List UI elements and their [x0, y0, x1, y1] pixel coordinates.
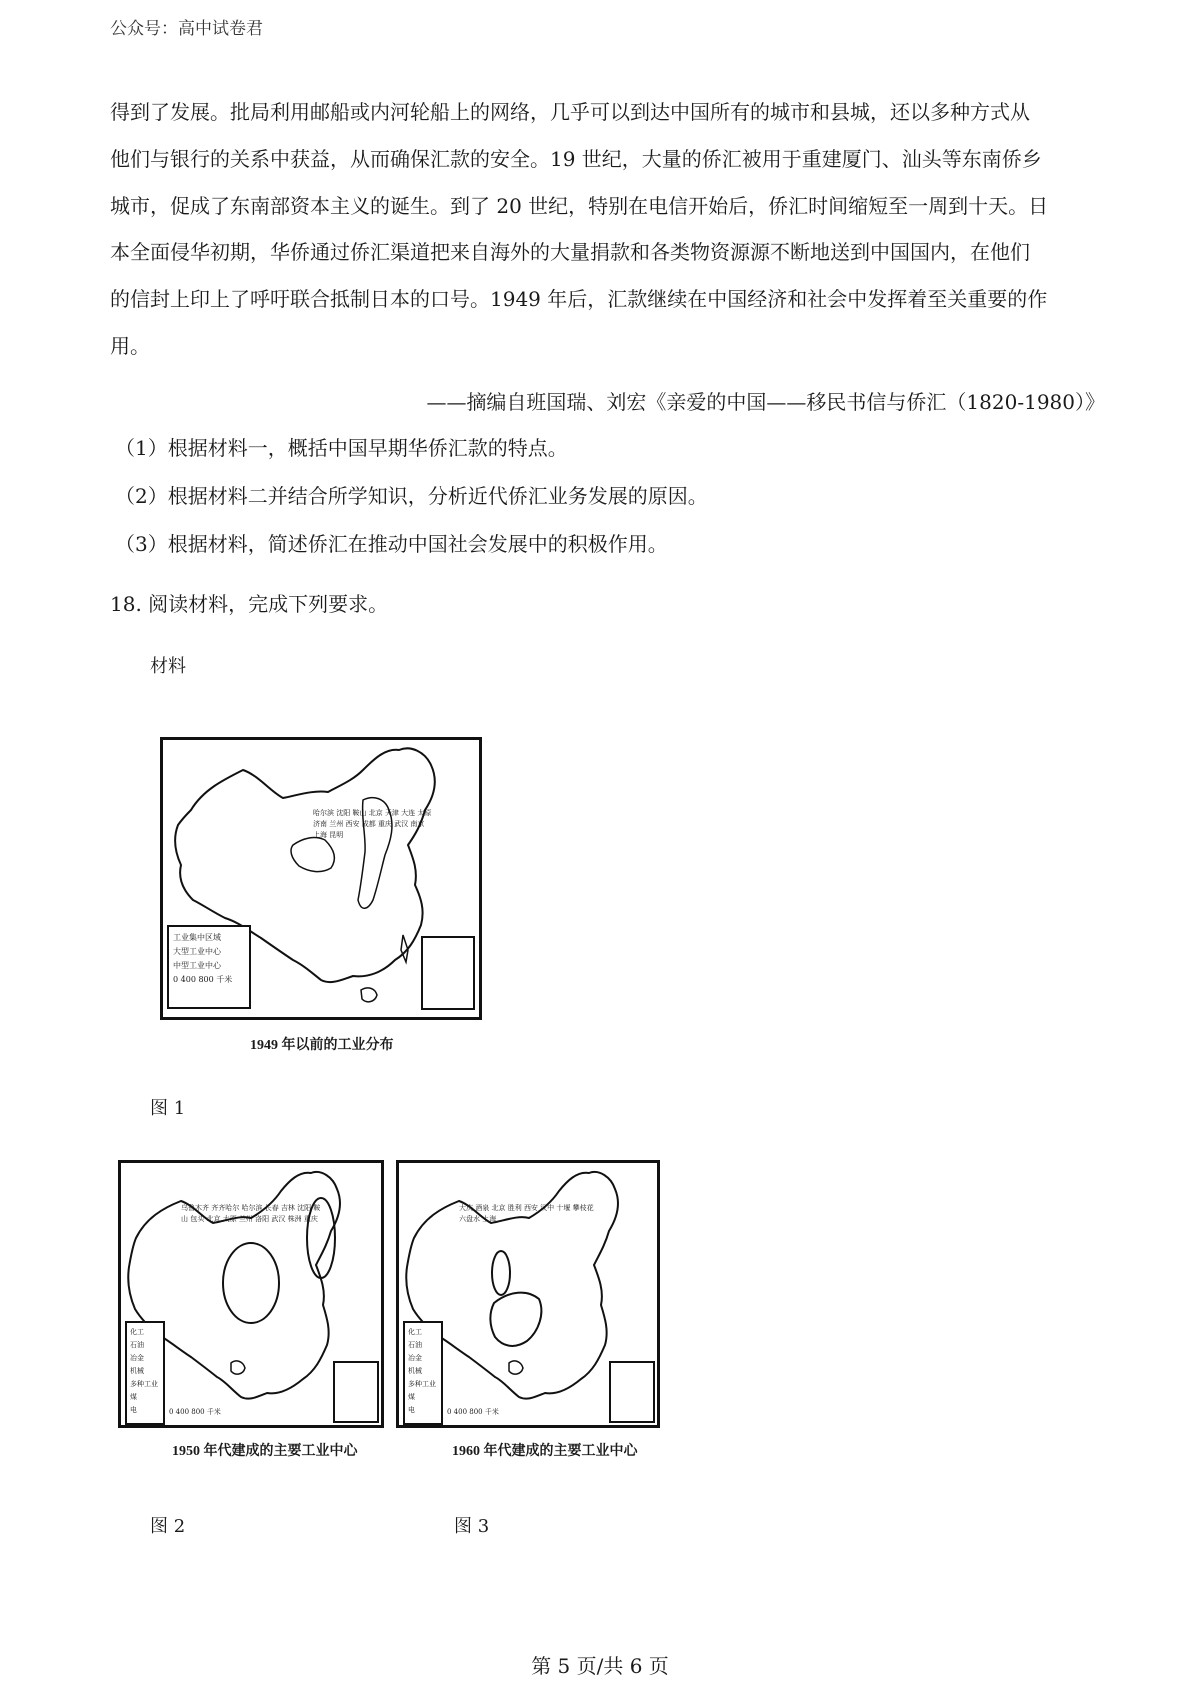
figure-2-label: 图 2 — [150, 1516, 186, 1537]
south-china-sea-inset — [421, 936, 475, 1010]
paragraph-line: 用。 — [110, 334, 150, 358]
city-label: 鞍山 — [181, 1204, 321, 1223]
figure-3-caption: 1960 年代建成的主要工业中心 — [452, 1444, 638, 1459]
city-label: 十堰 — [556, 1204, 571, 1212]
paragraph-line: 得到了发展。批局利用邮船或内河轮船上的网络，几乎可以到达中国所有的城市和县城，还以多种方式从 — [110, 100, 1030, 124]
city-label: 武汉 — [394, 820, 409, 828]
city-label: 重庆 — [377, 820, 392, 828]
city-label: 汉中 — [540, 1204, 555, 1212]
material-source: ——摘编自班国瑞、刘宏《亲爱的中国——移民书信与侨汇（1820-1980）》 — [426, 390, 1105, 414]
city-label: 北京 — [491, 1204, 506, 1212]
paragraph-line: 本全面侵华初期，华侨通过侨汇渠道把来自海外的大量捐款和各类物资源源不断地送到中国国内，在他们 — [110, 240, 1030, 264]
city-label: 齐齐哈尔 — [211, 1204, 240, 1212]
map-scale: 0 400 800 千米 — [173, 975, 233, 984]
city-label: 西安 — [345, 820, 360, 828]
city-label: 洛阳 — [255, 1215, 270, 1223]
legend-item: 冶金 — [408, 1354, 422, 1362]
map-legend — [403, 1321, 443, 1425]
legend-item: 工业集中区域 — [173, 933, 221, 942]
city-label: 长春 — [264, 1204, 279, 1212]
legend-item: 机械 — [408, 1367, 422, 1375]
city-label: 北京 — [368, 809, 383, 817]
city-label: 西安 — [523, 1204, 538, 1212]
south-china-sea-inset — [333, 1361, 379, 1423]
figure-1-caption: 1949 年以前的工业分布 — [250, 1038, 394, 1053]
map-legend — [125, 1321, 165, 1425]
legend-item: 机械 — [130, 1367, 144, 1375]
city-label: 沈阳 — [297, 1204, 312, 1212]
city-label: 济南 — [313, 820, 327, 828]
map-figure-3 — [396, 1160, 660, 1428]
header-source: 公众号：高中试卷君 — [110, 19, 263, 39]
city-labels — [313, 808, 433, 841]
question-2: （2）根据材料二并结合所学知识，分析近代侨汇业务发展的原因。 — [115, 484, 708, 508]
paragraph-line: 城市，促成了东南部资本主义的诞生。到了 20 世纪，特别在电信开始后，侨汇时间缩短至一周到十天。日 — [110, 194, 1049, 218]
legend-item: 中型工业中心 — [173, 961, 221, 970]
legend-item: 电 — [408, 1406, 415, 1414]
paragraph-line: 他们与银行的关系中获益，从而确保汇款的安全。19 世纪，大量的侨汇被用于重建厦门、汕头等东南侨乡 — [110, 147, 1042, 171]
map-scale: 0 400 800 千米 — [169, 1408, 221, 1416]
city-label: 沈阳 — [336, 809, 351, 817]
figure-1-label: 图 1 — [150, 1098, 186, 1119]
legend-item: 煤 — [408, 1393, 415, 1401]
city-label: 太原 — [417, 809, 432, 817]
legend-item: 多种工业 — [408, 1380, 436, 1388]
question-3: （3）根据材料，简述侨汇在推动中国社会发展中的积极作用。 — [115, 532, 668, 556]
legend-item: 化工 — [130, 1328, 144, 1336]
city-label: 上海 — [482, 1215, 497, 1223]
map-figure-2 — [118, 1160, 384, 1428]
question-1: （1）根据材料一，概括中国早期华侨汇款的特点。 — [115, 436, 568, 460]
city-label: 兰州 — [238, 1215, 253, 1223]
legend-item: 多种工业 — [130, 1380, 158, 1388]
city-label: 武汉 — [271, 1215, 286, 1223]
city-label: 北京 — [206, 1215, 221, 1223]
city-label: 哈尔滨 — [241, 1204, 263, 1212]
map-scale: 0 400 800 千米 — [447, 1408, 499, 1416]
figure-3-label: 图 3 — [454, 1516, 490, 1537]
city-label: 兰州 — [329, 820, 344, 828]
paragraph-line: 的信封上印上了呼吁联合抵制日本的口号。1949 年后，汇款继续在中国经济和社会中发挥着至关重要的作 — [110, 287, 1048, 311]
legend-item: 石油 — [130, 1341, 144, 1349]
city-label: 大庆 — [459, 1204, 473, 1212]
city-label: 重庆 — [303, 1215, 318, 1223]
map-figure-1 — [160, 737, 482, 1020]
legend-item: 电 — [130, 1406, 137, 1414]
city-label: 鞍山 — [352, 809, 367, 817]
south-china-sea-inset — [609, 1361, 655, 1423]
city-label: 攀枝花 — [572, 1204, 594, 1212]
legend-item: 大型工业中心 — [173, 947, 221, 956]
city-label: 吉林 — [280, 1204, 295, 1212]
city-label: 南京 — [410, 820, 425, 828]
legend-item: 煤 — [130, 1393, 137, 1401]
legend-item: 化工 — [408, 1328, 422, 1336]
city-label: 包头 — [190, 1215, 205, 1223]
city-label: 上海 — [313, 831, 327, 839]
page-footer: 第 5 页/共 6 页 — [531, 1654, 669, 1678]
map-legend — [167, 925, 251, 1009]
city-label: 哈尔滨 — [313, 809, 334, 817]
city-labels — [459, 1203, 599, 1225]
city-label: 酒泉 — [475, 1204, 490, 1212]
city-label: 天津 — [384, 809, 399, 817]
figure-2-caption: 1950 年代建成的主要工业中心 — [172, 1444, 358, 1459]
city-label: 昆明 — [329, 831, 344, 839]
city-label: 太原 — [222, 1215, 237, 1223]
city-labels — [181, 1203, 321, 1225]
city-label: 乌鲁木齐 — [181, 1204, 209, 1212]
city-label: 大连 — [401, 809, 416, 817]
city-label: 六盘水 — [459, 1215, 480, 1223]
legend-item: 石油 — [408, 1341, 422, 1349]
city-label: 胜利 — [507, 1204, 522, 1212]
material-label: 材料 — [150, 656, 186, 677]
legend-item: 冶金 — [130, 1354, 144, 1362]
city-label: 成都 — [361, 820, 376, 828]
question-18-stem: 18. 阅读材料，完成下列要求。 — [110, 592, 389, 616]
city-label: 株洲 — [287, 1215, 302, 1223]
